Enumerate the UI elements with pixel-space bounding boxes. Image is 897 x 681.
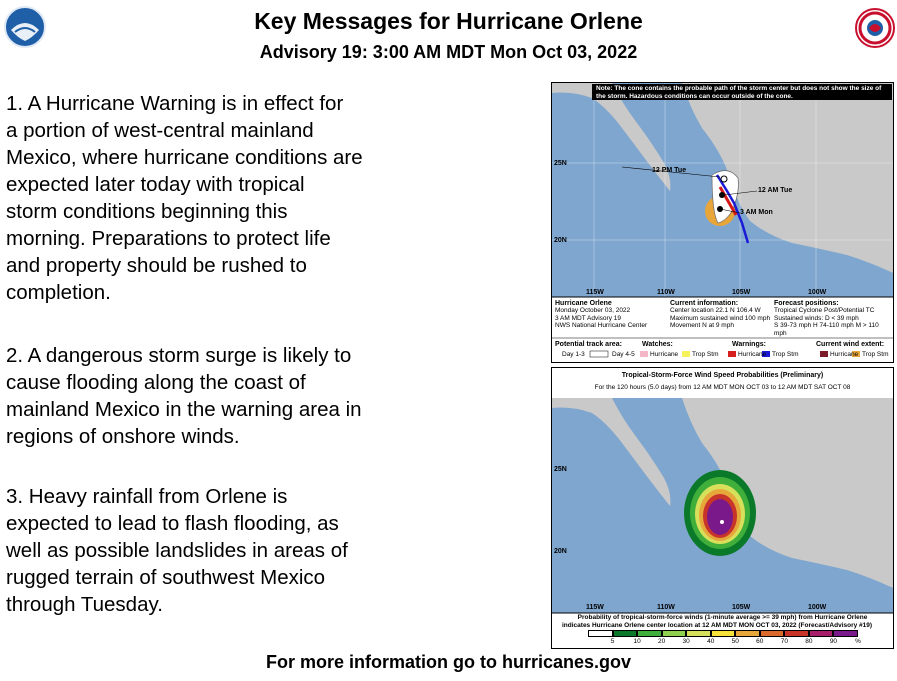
message-line: Mexico, where hurricane conditions are: [6, 146, 363, 169]
message-line: expected later today with tropical: [6, 173, 305, 196]
wind-probability-map: [551, 367, 894, 649]
prob-caption-2: indicates Hurricane Orlene center location at 12 AM MDT MON OCT 03, 2022 (Forecast/Advisory #19): [562, 622, 873, 629]
scale-label: 80: [805, 638, 813, 645]
prob-title: Tropical-Storm-Force Wind Speed Probabilities (Preliminary): [621, 372, 824, 379]
scale-swatch: [637, 630, 662, 637]
message-line: 3. Heavy rainfall from Orlene is: [6, 485, 288, 508]
lon-label: 100W: [808, 289, 827, 296]
h-label: H 74-110 mph: [813, 322, 854, 329]
footer-link-text: For more information go to hurricanes.gov: [265, 652, 632, 672]
legend-day45: Day 4-5: [612, 351, 635, 358]
lat-label: 25N: [554, 466, 567, 473]
storm-info: [555, 300, 665, 330]
probability-scale: [588, 630, 861, 646]
forecast-info: [774, 300, 892, 337]
forecast-point-label: 3 AM Mon: [740, 209, 773, 216]
prob-subtitle: For the 120 hours (5.0 days) from 12 AM MDT MON OCT 03 to 12 AM MDT SAT OCT 08: [594, 384, 851, 391]
scale-swatch: [711, 630, 736, 637]
current-info: [670, 300, 780, 330]
legend-watch-tropstm: Trop Stm: [692, 351, 719, 358]
key-message-3: [6, 483, 446, 618]
scale-swatch: [662, 630, 687, 637]
scale-swatch: [809, 630, 834, 637]
key-message-2: [6, 342, 446, 450]
advisory-subtitle: Advisory 19: 3:00 AM MDT Mon Oct 03, 2022: [259, 42, 638, 62]
scale-label: %: [855, 638, 861, 645]
scale-label: 90: [829, 638, 838, 645]
scale-swatch: [686, 630, 711, 637]
lat-label: 20N: [554, 548, 567, 555]
scale-label: 5: [610, 638, 615, 645]
scale-label: 60: [756, 638, 764, 645]
message-line: and property should be rushed to: [6, 254, 307, 277]
key-message-1: [6, 90, 446, 306]
scale-swatch: [833, 630, 858, 637]
message-line: a portion of west-central mainland: [6, 119, 314, 142]
current-movement: Movement N at 9 mph: [670, 322, 734, 329]
post-label: Post/Potential TC: [823, 307, 875, 314]
winds-label: Sustained winds:: [774, 314, 824, 322]
legend-day13: Day 1-3: [562, 351, 585, 358]
legend-track: Potential track area:: [555, 341, 622, 348]
current-wind: Maximum sustained wind 100 mph: [670, 314, 771, 322]
message-line: expected to lead to flash flooding, as: [6, 512, 339, 535]
storm-date: Monday October 03, 2022: [555, 307, 631, 314]
legend-warn-hurricane: Hurricane: [738, 351, 767, 358]
m-label: M > 110 mph: [774, 322, 879, 337]
lon-label: 110W: [657, 604, 675, 611]
message-line: 2. A dangerous storm surge is likely to: [6, 344, 352, 367]
scale-swatch: [613, 630, 638, 637]
message-line: storm conditions beginning this: [6, 200, 288, 223]
scale-label: 50: [731, 638, 739, 645]
message-line: mainland Mexico in the warning area in: [6, 398, 362, 421]
cone-forecast-map: [551, 82, 894, 363]
message-line: regions of onshore winds.: [6, 425, 240, 448]
page-title: Key Messages for Hurricane Orlene: [254, 8, 643, 34]
scale-label: 20: [658, 638, 666, 645]
legend-extent-tropstm: Trop Stm: [862, 351, 889, 358]
lat-label: 20N: [554, 237, 567, 244]
message-line: well as possible landslides in areas of: [6, 539, 348, 562]
lon-label: 105W: [732, 289, 751, 296]
d-label: D < 39 mph: [824, 314, 859, 322]
forecast-title: Forecast positions:: [774, 300, 839, 307]
message-line: completion.: [6, 281, 111, 304]
legend-watch-hurricane: Hurricane: [650, 351, 679, 358]
lon-label: 100W: [808, 604, 827, 611]
scale-label: 40: [707, 638, 715, 645]
lon-label: 110W: [657, 289, 675, 296]
message-line: morning. Preparations to protect life: [6, 227, 331, 250]
forecast-point-label: 12 PM Tue: [652, 167, 687, 174]
current-location: Center location 22.1 N 106.4 W: [670, 307, 761, 314]
legend-extent: Current wind extent:: [816, 341, 885, 348]
legend-watches: Watches:: [642, 341, 673, 348]
lon-label: 115W: [586, 604, 604, 611]
prob-caption-1: Probability of tropical-storm-force winds (1-minute average >= 39 mph) from Hurricane Orlene: [577, 614, 868, 621]
lon-label: 115W: [586, 289, 604, 296]
scale-swatch: [760, 630, 785, 637]
forecast-point-label: 12 AM Tue: [758, 187, 793, 194]
storm-name: Hurricane Orlene: [555, 300, 612, 307]
lon-label: 105W: [732, 604, 751, 611]
message-line: cause flooding along the coast of: [6, 371, 306, 394]
lat-label: 25N: [554, 160, 567, 167]
scale-swatch: [588, 630, 613, 637]
tc-label: Tropical Cyclone: [774, 307, 823, 314]
message-line: rugged terrain of southwest Mexico: [6, 566, 326, 589]
storm-advisory: 3 AM MDT Advisory 19: [555, 314, 621, 322]
legend-extent-hurricane: Hurricane: [830, 351, 859, 358]
scale-swatch: [784, 630, 809, 637]
nws-logo: [855, 8, 895, 48]
scale-label: 70: [780, 638, 788, 645]
legend-warnings: Warnings:: [732, 341, 766, 348]
message-line: through Tuesday.: [6, 593, 163, 616]
current-title: Current information:: [670, 300, 739, 307]
scale-label: 10: [633, 638, 641, 645]
cone-note: Note: The cone contains the probable path of the storm center but does not show the size of the storm. Hazardous conditions can occur outside of the cone.: [596, 85, 882, 100]
scale-swatch: [735, 630, 760, 637]
scale-label: 30: [682, 638, 690, 645]
storm-center: NWS National Hurricane Center: [555, 322, 648, 329]
message-line: 1. A Hurricane Warning is in effect for: [6, 92, 344, 115]
s-label: S 39-73 mph: [774, 322, 812, 329]
legend-warn-tropstm: Trop Stm: [772, 351, 799, 358]
